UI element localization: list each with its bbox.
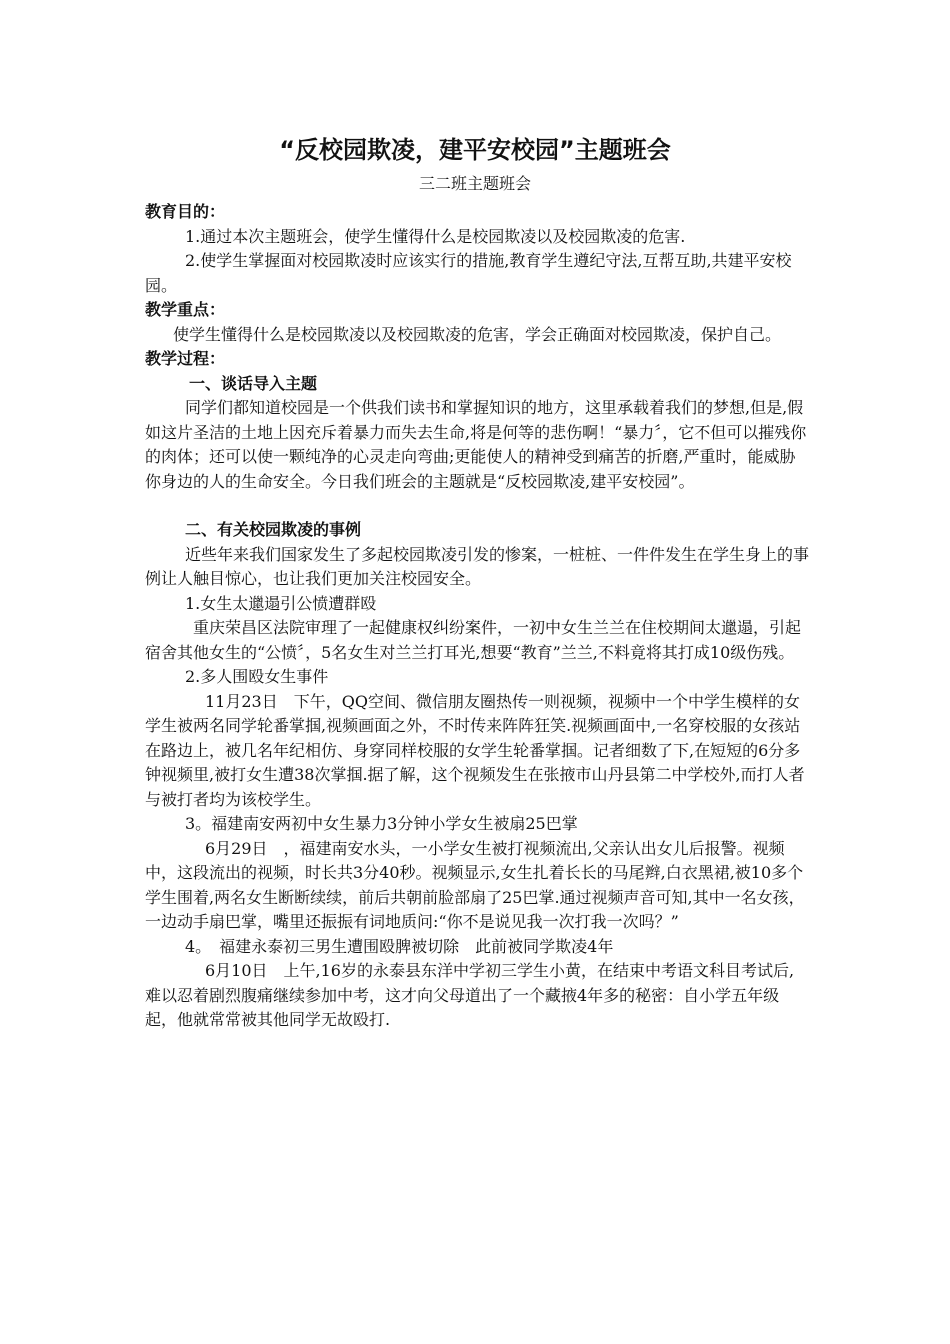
section-2-heading: 二、有关校园欺凌的事例 xyxy=(185,520,362,539)
case-1-text: 重庆荣昌区法院审理了一起健康权纠纷案件，一初中女生兰兰在住校期间太邋遢，引起宿舍其他女生的“公愤〞，5名女生对兰兰打耳光,想要“教育”兰兰,不料竟将其打成10级伤残。 xyxy=(145,618,802,662)
goal-item-2: 2.使学生掌握面对校园欺凌时应该实行的措施,教育学生遵纪守法,互帮互助,共建平安校园。 xyxy=(145,251,792,295)
case-1-title: 1.女生太邋遢引公愤遭群殴 xyxy=(185,593,377,613)
case-2-title: 2.多人围殴女生事件 xyxy=(185,667,329,686)
process-heading: 教学过程： xyxy=(145,349,226,368)
case-3-text: 6月29日 ，福建南安水头，一小学女生被打视频流出,父亲认出女儿后报警。视频中，这段流出的视频，时长共3分40秒。视频显示,女生扎着长长的马尾辫,白衣黑裙,被10多个学生围着,两名女生断断续续，前后共朝前脸部扇了25巴掌.通过视频声音可知,其中一名女孩，一边动手扇巴掌，嘴里还振振有词地质问:“你不是说见我一次打我一次吗？” xyxy=(145,838,805,931)
document-title: “反校园欺凌，建平安校园”主题班会 xyxy=(279,136,671,164)
case-4-title: 4。 福建永泰初三男生遭围殴脾被切除 此前被同学欺凌4年 xyxy=(185,936,614,956)
case-2-text: 11月23日 下午，QQ空间、微信朋友圈热传一则视频，视频中一个中学生模样的女学生被两名同学轮番掌掴,视频画面之外，不时传来阵阵狂笑.视频画面中,一名穿校服的女孩站在路边上，被几名年纪相仿、身穿同样校服的女学生轮番掌掴。记者细数了下,在短短的6分多钟视频里,被打女生遭38次掌掴.据了解，这个视频发生在张掖市山丹县第二中学校外,而打人者与被打者均为该校学生。 xyxy=(145,691,805,809)
section-1-text: 同学们都知道校园是一个供我们读书和掌握知识的地方，这里承载着我们的梦想,但是,假如这片圣洁的土地上因充斥着暴力而失去生命,将是何等的悲伤啊！“暴力〞，它不但可以摧残你的肉体；还可以使一颗纯净的心灵走向弯曲;更能使人的精神受到痛苦的折磨,严重时，能威胁你身边的人的生命安全。今日我们班会的主题就是“反校园欺凌,建平安校园”。 xyxy=(145,398,807,491)
goal-item-1: 1.通过本次主题班会，使学生懂得什么是校园欺凌以及校园欺凌的危害. xyxy=(185,226,686,246)
focus-text: 使学生懂得什么是校园欺凌以及校园欺凌的危害，学会正确面对校园欺凌，保护自己。 xyxy=(173,324,782,344)
document-body xyxy=(145,200,810,1033)
document-subtitle: 三二班主题班会 xyxy=(418,174,531,193)
goal-heading: 教育目的： xyxy=(145,202,226,221)
case-4-text: 6月10日 上午,16岁的永泰县东洋中学初三学生小黄，在结束中考语文科目考试后,难以忍着剧烈腹痛继续参加中考，这才向父母道出了一个藏掖4年多的秘密：自小学五年级起，他就常常被其他同学无故殴打. xyxy=(145,961,795,1029)
section-1-heading: 一、谈话导入主题 xyxy=(189,373,318,393)
section-2-intro: 近些年来我们国家发生了多起校园欺凌引发的惨案，一桩桩、一件件发生在学生身上的事例让人触目惊心，也让我们更加关注校园安全。 xyxy=(145,544,810,588)
spacer xyxy=(145,494,810,518)
case-3-title: 3。福建南安两初中女生暴力3分钟小学女生被扇25巴掌 xyxy=(185,814,578,833)
focus-heading: 教学重点： xyxy=(145,300,226,319)
